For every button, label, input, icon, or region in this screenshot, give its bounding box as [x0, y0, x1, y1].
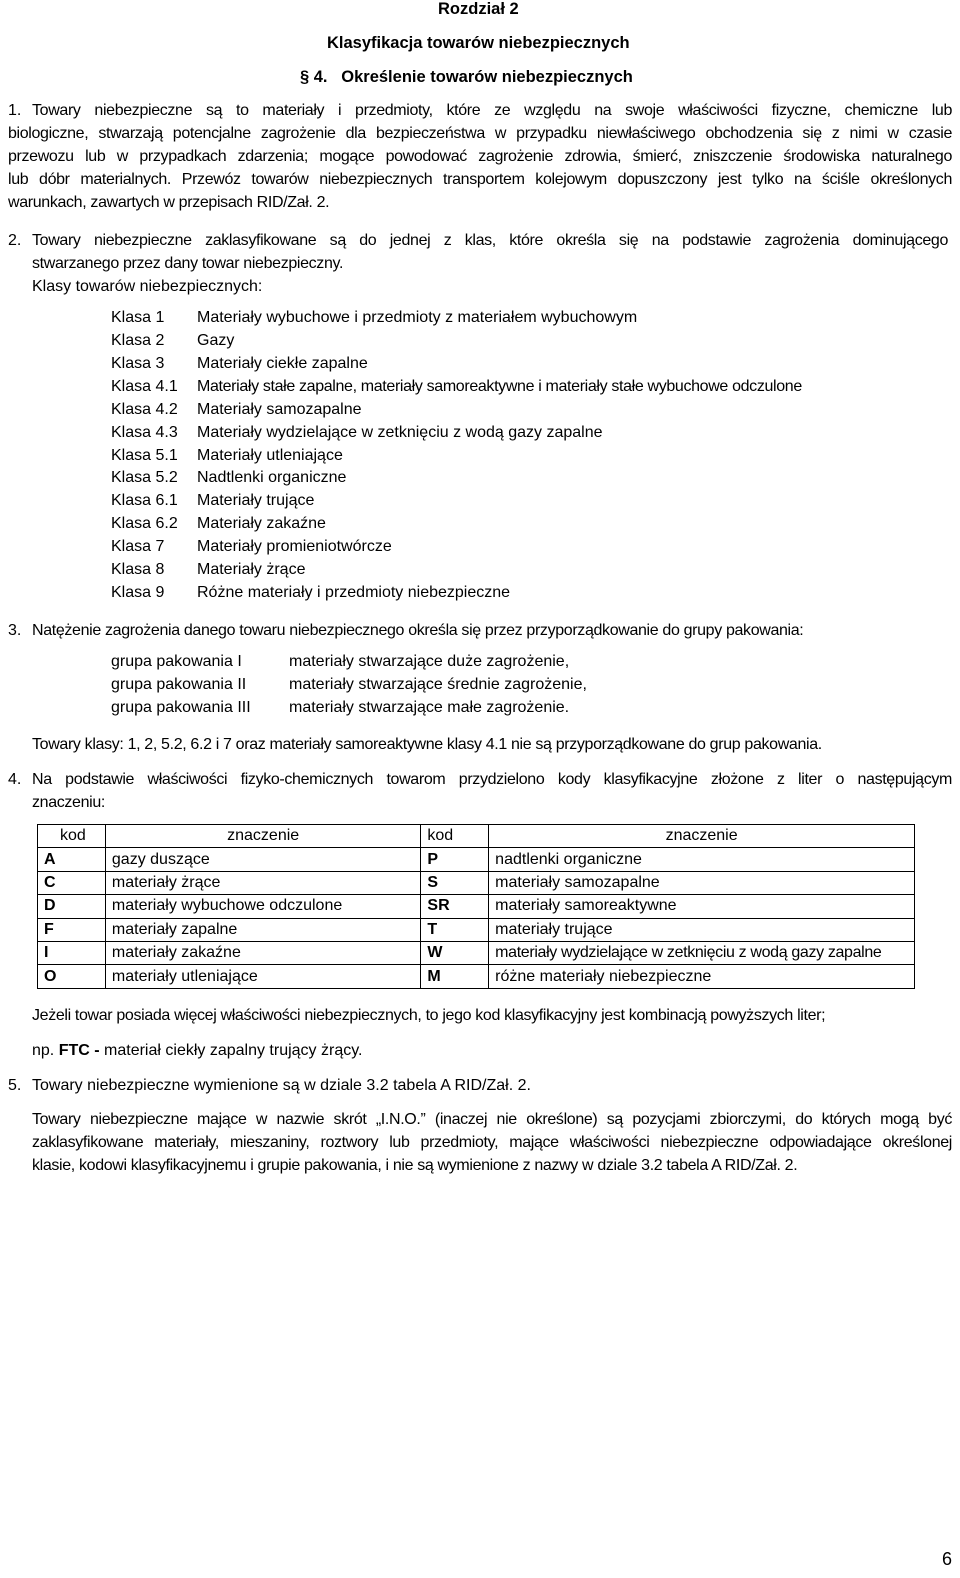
meaning-cell: materiały zakaźne [105, 941, 420, 964]
group-desc: materiały stwarzające małe zagrożenie. [289, 699, 570, 716]
table-row [38, 965, 915, 988]
meaning-cell: materiały trujące [489, 918, 915, 941]
class-label: Klasa 6.1 [111, 492, 178, 509]
p1-line: przewozu lub w przypadkach zdarzenia; mogące powodować zagrożenie zdrowia, śmierć, zniszczenie środowiska naturalnego [8, 148, 952, 165]
paragraph-2 [32, 229, 948, 252]
example-code: FTC - [58, 1042, 100, 1059]
p5-line: klasie, kodowi klasyfikacyjnemu i grupie pakowania, i nie są wymienione z nazwy w dziale 3.2 tabela A RID/Zał. 2. [32, 1157, 798, 1174]
class-desc: Materiały stałe zapalne, materiały samoreaktywne i materiały stałe wybuchowe odczulone [197, 378, 802, 395]
class-row [111, 309, 637, 327]
p4-line: Na podstawie właściwości fizyko-chemicznych towarom przydzielono kody klasyfikacyjne złożone z liter o następującym [32, 771, 952, 788]
meaning-cell: materiały samozapalne [489, 871, 915, 894]
class-desc: Materiały żrące [197, 561, 306, 578]
meaning-cell: materiały samoreaktywne [489, 895, 915, 918]
meaning-cell: materiały zapalne [105, 918, 420, 941]
paragraph-1 [32, 99, 952, 122]
group-desc: materiały stwarzające średnie zagrożenie, [289, 676, 587, 693]
p5-line: Towary niebezpieczne mające w nazwie skrót „I.N.O.” (inaczej nie określone) są pozycjami zbiorczymi, do których mogą być [32, 1111, 952, 1128]
p1-line: warunkach, zawartych w przepisach RID/Zał. 2. [8, 194, 330, 211]
chapter-heading: Rozdział 2 [438, 0, 519, 18]
class-label: Klasa 5.2 [111, 469, 178, 486]
table-row [38, 848, 915, 871]
group-label: grupa pakowania I [111, 653, 242, 670]
table-header-cell: kod [421, 825, 489, 848]
group-row [111, 699, 569, 717]
p2-line: stwarzanego przez dany towar niebezpieczny. [32, 255, 344, 272]
code-cell: F [38, 918, 106, 941]
group-row [111, 676, 587, 694]
class-label: Klasa 4.3 [111, 424, 178, 441]
class-label: Klasa 4.1 [111, 378, 178, 395]
p1-number: 1. [8, 102, 22, 119]
code-cell: T [421, 918, 489, 941]
meaning-cell: materiały wydzielające w zetknięciu z wodą gazy zapalne [489, 941, 915, 964]
group-desc: materiały stwarzające duże zagrożenie, [289, 653, 570, 670]
table-row [38, 941, 915, 964]
p5-line: zaklasyfikowane materiały, mieszaniny, roztwory lub przedmioty, mające właściwości niebezpieczne odpowiadające określonej [32, 1134, 952, 1151]
p3-text: Natężenie zagrożenia danego towaru niebezpiecznego określa się przez przyporządkowanie do grupy pakowania: [32, 622, 804, 639]
classification-codes-table [37, 824, 915, 989]
code-cell: A [38, 848, 106, 871]
class-desc: Materiały zakaźne [197, 515, 326, 532]
meaning-cell: materiały utleniające [105, 965, 420, 988]
p4-line: znaczeniu: [32, 794, 105, 811]
class-label: Klasa 1 [111, 309, 165, 326]
class-desc: Nadtlenki organiczne [197, 469, 347, 486]
p3-number: 3. [8, 622, 22, 639]
class-desc: Różne materiały i przedmioty niebezpieczne [197, 584, 511, 601]
chapter-title: Klasyfikacja towarów niebezpiecznych [327, 34, 630, 52]
example-text: materiał ciekły zapalny trujący żrący. [104, 1042, 363, 1059]
class-label: Klasa 2 [111, 332, 165, 349]
class-label: Klasa 6.2 [111, 515, 178, 532]
class-desc: Materiały utleniające [197, 447, 343, 464]
page-number: 6 [941, 1549, 952, 1569]
p1-line: Towary niebezpieczne są to materiały i przedmioty, które ze względu na swoje właściwości fizyczne, chemiczne lub [32, 102, 952, 119]
code-cell: I [38, 941, 106, 964]
code-cell: SR [421, 895, 489, 918]
table-row [38, 871, 915, 894]
p2-number: 2. [8, 232, 22, 249]
class-row [111, 584, 510, 602]
p1-line: lub dóbr materialnych. Przewóz towarów niebezpiecznych transportem kolejowym dopuszczony jest tylko na ściśle określonych [8, 171, 952, 188]
meaning-cell: materiały żrące [105, 871, 420, 894]
code-cell: W [421, 941, 489, 964]
p3-note: Towary klasy: 1, 2, 5.2, 6.2 i 7 oraz materiały samoreaktywne klasy 4.1 nie są przyporządkowane do grup pakowania. [32, 736, 822, 753]
group-label: grupa pakowania III [111, 699, 251, 716]
p1-line: biologiczne, stwarzają potencjalne zagrożenie dla bezpieczeństwa w przypadku niewłaściwego obchodzenia się z nimi w czasie [8, 125, 952, 142]
class-desc: Materiały trujące [197, 492, 315, 509]
class-desc: Materiały ciekłe zapalne [197, 355, 368, 372]
class-label: Klasa 7 [111, 538, 165, 555]
example-prefix: np. [32, 1042, 55, 1059]
class-label: Klasa 4.2 [111, 401, 178, 418]
code-cell: S [421, 871, 489, 894]
class-row [111, 424, 603, 442]
paragraph-5-ino [32, 1108, 952, 1177]
class-row [111, 492, 314, 510]
class-desc: Materiały wydzielające w zetknięciu z wodą gazy zapalne [197, 424, 603, 441]
p4-after-table: Jeżeli towar posiada więcej właściwości niebezpiecznych, to jego kod klasyfikacyjny jest kombinacją powyższych liter; [32, 1007, 826, 1024]
meaning-cell: nadtlenki organiczne [489, 848, 915, 871]
class-row [111, 378, 802, 396]
paragraph-1-cont [8, 122, 952, 214]
group-row [111, 653, 569, 671]
section-heading: § 4. Określenie towarów niebezpiecznych [300, 68, 633, 86]
class-label: Klasa 8 [111, 561, 165, 578]
class-label: Klasa 3 [111, 355, 165, 372]
table-header-cell: znaczenie [105, 825, 420, 848]
p5-text: Towary niebezpieczne wymienione są w dziale 3.2 tabela A RID/Zał. 2. [32, 1077, 531, 1094]
meaning-cell: różne materiały niebezpieczne [489, 965, 915, 988]
code-cell: D [38, 895, 106, 918]
class-desc: Materiały promieniotwórcze [197, 538, 392, 555]
class-label: Klasa 9 [111, 584, 165, 601]
table-header-cell: znaczenie [489, 825, 915, 848]
table-header-row [38, 825, 915, 848]
class-row [111, 401, 362, 419]
p5-number: 5. [8, 1077, 22, 1094]
code-cell: C [38, 871, 106, 894]
table-header-cell: kod [38, 825, 106, 848]
group-label: grupa pakowania II [111, 676, 247, 693]
class-row [111, 515, 326, 533]
class-row [111, 469, 346, 487]
p2-line: Towary niebezpieczne zaklasyfikowane są do jednej z klas, które określa się na podstawie zagrożenia dominującego [32, 232, 948, 249]
table-row [38, 918, 915, 941]
table-row [38, 895, 915, 918]
p4-example [32, 1039, 362, 1062]
meaning-cell: materiały wybuchowe odczulone [105, 895, 420, 918]
code-cell: P [421, 848, 489, 871]
class-row [111, 447, 343, 465]
meaning-cell: gazy duszące [105, 848, 420, 871]
class-desc: Materiały wybuchowe i przedmioty z materiałem wybuchowym [197, 309, 638, 326]
class-desc: Gazy [197, 332, 235, 349]
code-cell: O [38, 965, 106, 988]
class-label: Klasa 5.1 [111, 447, 178, 464]
class-row [111, 355, 368, 373]
code-cell: M [421, 965, 489, 988]
class-row [111, 538, 392, 556]
class-desc: Materiały samozapalne [197, 401, 362, 418]
p4-number: 4. [8, 771, 22, 788]
class-row [111, 332, 234, 350]
paragraph-4 [32, 768, 952, 814]
class-row [111, 561, 305, 579]
classes-intro: Klasy towarów niebezpiecznych: [32, 278, 263, 295]
